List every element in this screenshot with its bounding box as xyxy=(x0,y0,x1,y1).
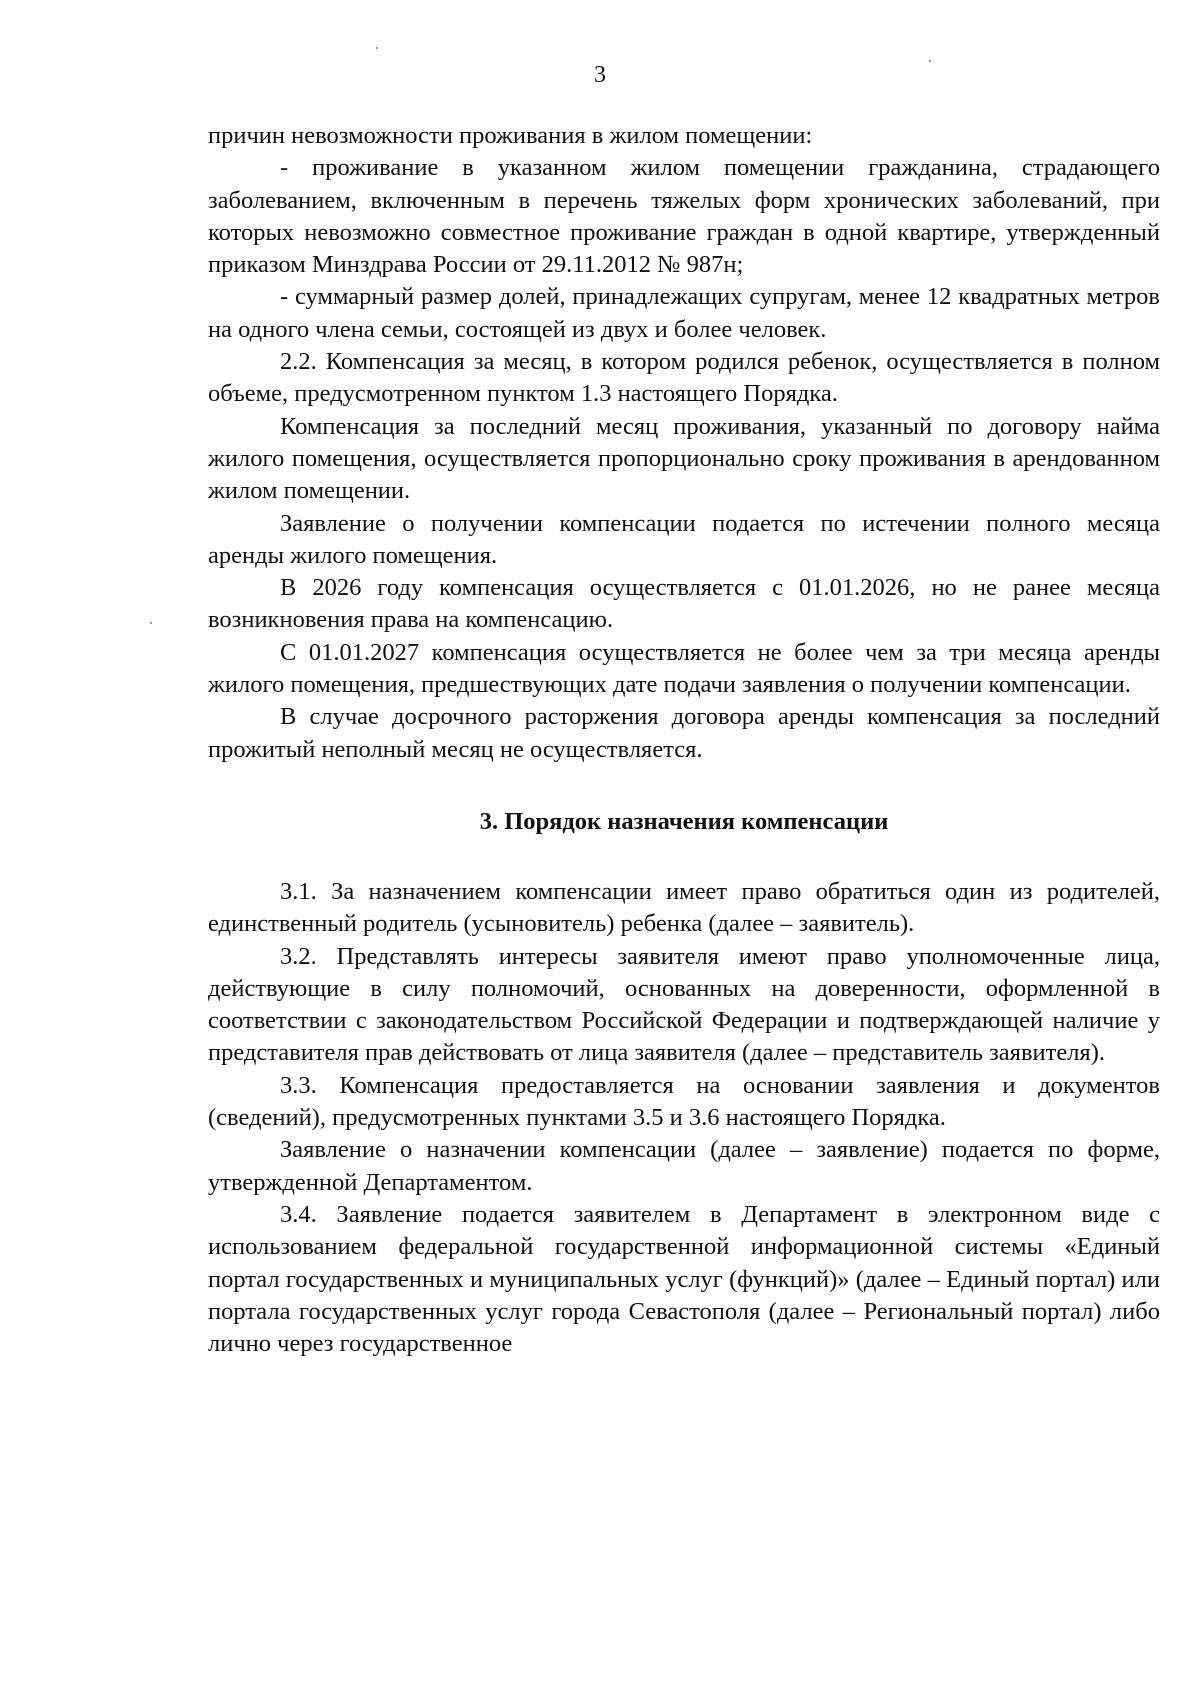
scan-speck xyxy=(376,47,378,49)
paragraph: С 01.01.2027 компенсация осуществляется не более чем за три месяца аренды жилого помещения, предшествующих дате подачи заявления о получении компенсации. xyxy=(208,638,1160,699)
document-body xyxy=(208,120,1160,1360)
paragraph: Компенсация за последний месяц проживания, указанный по договору найма жилого помещения, осуществляется пропорционально сроку проживания в арендованном жилом помещении. xyxy=(208,412,1160,505)
scan-speck xyxy=(929,60,931,62)
paragraph: 2.2. Компенсация за месяц, в котором родился ребенок, осуществляется в полном объеме, предусмотренном пунктом 1.3 настоящего Порядка. xyxy=(208,348,1160,408)
section-heading: 3. Порядок назначения компенсации xyxy=(479,807,889,835)
paragraph: 3.4. Заявление подается заявителем в Департамент в электронном виде с использованием федеральной государственной информационной системы «Единый портал государственных и муниципальных услуг (функций)» (далее – Единый портал) или портала государственных услуг города Севастополя (далее – Региональный портал) либо лично через государственное xyxy=(208,1200,1160,1358)
paragraph: Заявление о назначении компенсации (далее – заявление) подается по форме, утвержденной Департаментом. xyxy=(208,1136,1160,1196)
paragraph: В случае досрочного расторжения договора аренды компенсация за последний прожитый неполный месяц не осуществляется. xyxy=(208,703,1160,763)
paragraph: - проживание в указанном жилом помещении гражданина, страдающего заболеванием, включенным в перечень тяжелых форм хронических заболеваний, при которых невозможно совместное проживание граждан в одной квартире, утвержденный приказом Минздрава России от 29.11.2012 № 987н; xyxy=(208,154,1160,279)
paragraph: - суммарный размер долей, принадлежащих супругам, менее 12 квадратных метров на одного члена семьи, состоящей из двух и более человек. xyxy=(208,283,1160,343)
paragraph: 3.2. Представлять интересы заявителя имеют право уполномоченные лица, действующие в силу полномочий, основанных на доверенности, оформленной в соответствии с законодательством Российской Федерации и подтверждающей наличие у представителя прав действовать от лица заявителя (далее – представитель заявителя). xyxy=(208,942,1160,1067)
paragraph: 3.1. За назначением компенсации имеет право обратиться один из родителей, единственный родитель (усыновитель) ребенка (далее – заявитель). xyxy=(208,877,1160,938)
scan-speck xyxy=(150,622,152,624)
paragraph: Заявление о получении компенсации подается по истечении полного месяца аренды жилого помещения. xyxy=(208,509,1160,569)
paragraph: 3.3. Компенсация предоставляется на основании заявления и документов (сведений), предусмотренных пунктами 3.5 и 3.6 настоящего Порядка. xyxy=(208,1071,1160,1132)
paragraph: причин невозможности проживания в жилом помещении: xyxy=(208,122,813,149)
page-number: 3 xyxy=(594,62,606,88)
paragraph: В 2026 году компенсация осуществляется с 01.01.2026, но не ранее месяца возникновения права на компенсацию. xyxy=(208,574,1160,634)
